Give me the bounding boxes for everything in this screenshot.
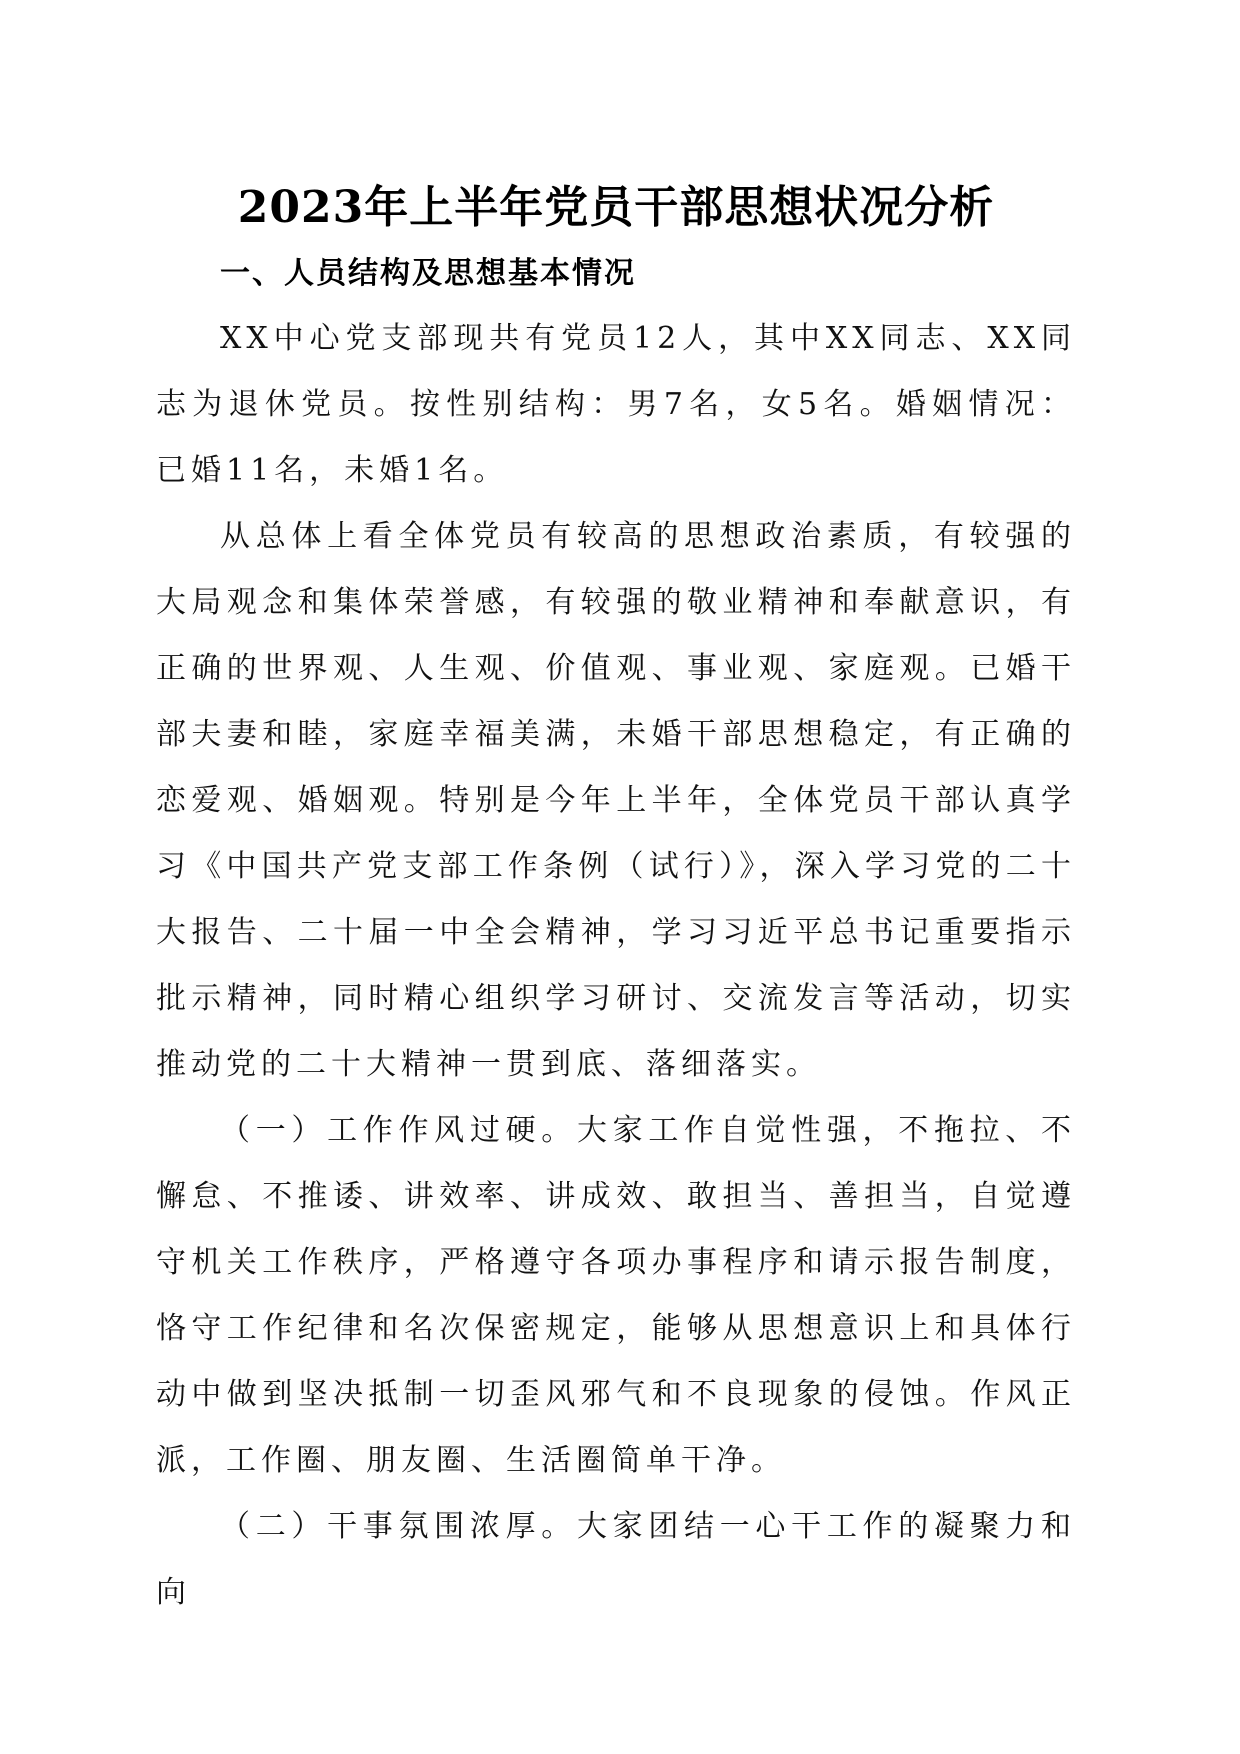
section-heading: 一、人员结构及思想基本情况 bbox=[220, 256, 636, 291]
paragraph-overall: 从总体上看全体党员有较高的思想政治素质，有较强的大局观念和集体荣誉感，有较强的敬业精神和奉献意识，有正确的世界观、人生观、价值观、事业观、家庭观。已婚干部夫妻和睦，家庭幸福美满，未婚干部思想稳定，有正确的恋爱观、婚姻观。特别是今年上半年，全体党员干部认真学习《中国共产党支部工作条例（试行）》，深入学习党的二十大报告、二十届一中全会精神，学习习近平总书记重要指示批示精神，同时精心组织学习研讨、交流发言等活动，切实推动党的二十大精神一贯到底、落细落实。 bbox=[156, 519, 1076, 1082]
paragraph-atmosphere: （二）干事氛围浓厚。大家团结一心干工作的凝聚力和向 bbox=[156, 1509, 1076, 1610]
document-title: 2023年上半年党员干部思想状况分析 bbox=[237, 182, 995, 233]
document-body bbox=[156, 176, 1076, 1626]
paragraph-membership: XX中心党支部现共有党员12人，其中XX同志、XX同志为退休党员。按性别结构：男7名，女5名。婚姻情况：已婚11名，未婚1名。 bbox=[156, 321, 1076, 488]
paragraph-work-style: （一）工作作风过硬。大家工作自觉性强，不拖拉、不懈怠、不推诿、讲效率、讲成效、敢担当、善担当，自觉遵守机关工作秩序，严格遵守各项办事程序和请示报告制度，恪守工作纪律和名次保密规定，能够从思想意识上和具体行动中做到坚决抵制一切歪风邪气和不良现象的侵蚀。作风正派，工作圈、朋友圈、生活圈简单干净。 bbox=[156, 1113, 1076, 1478]
